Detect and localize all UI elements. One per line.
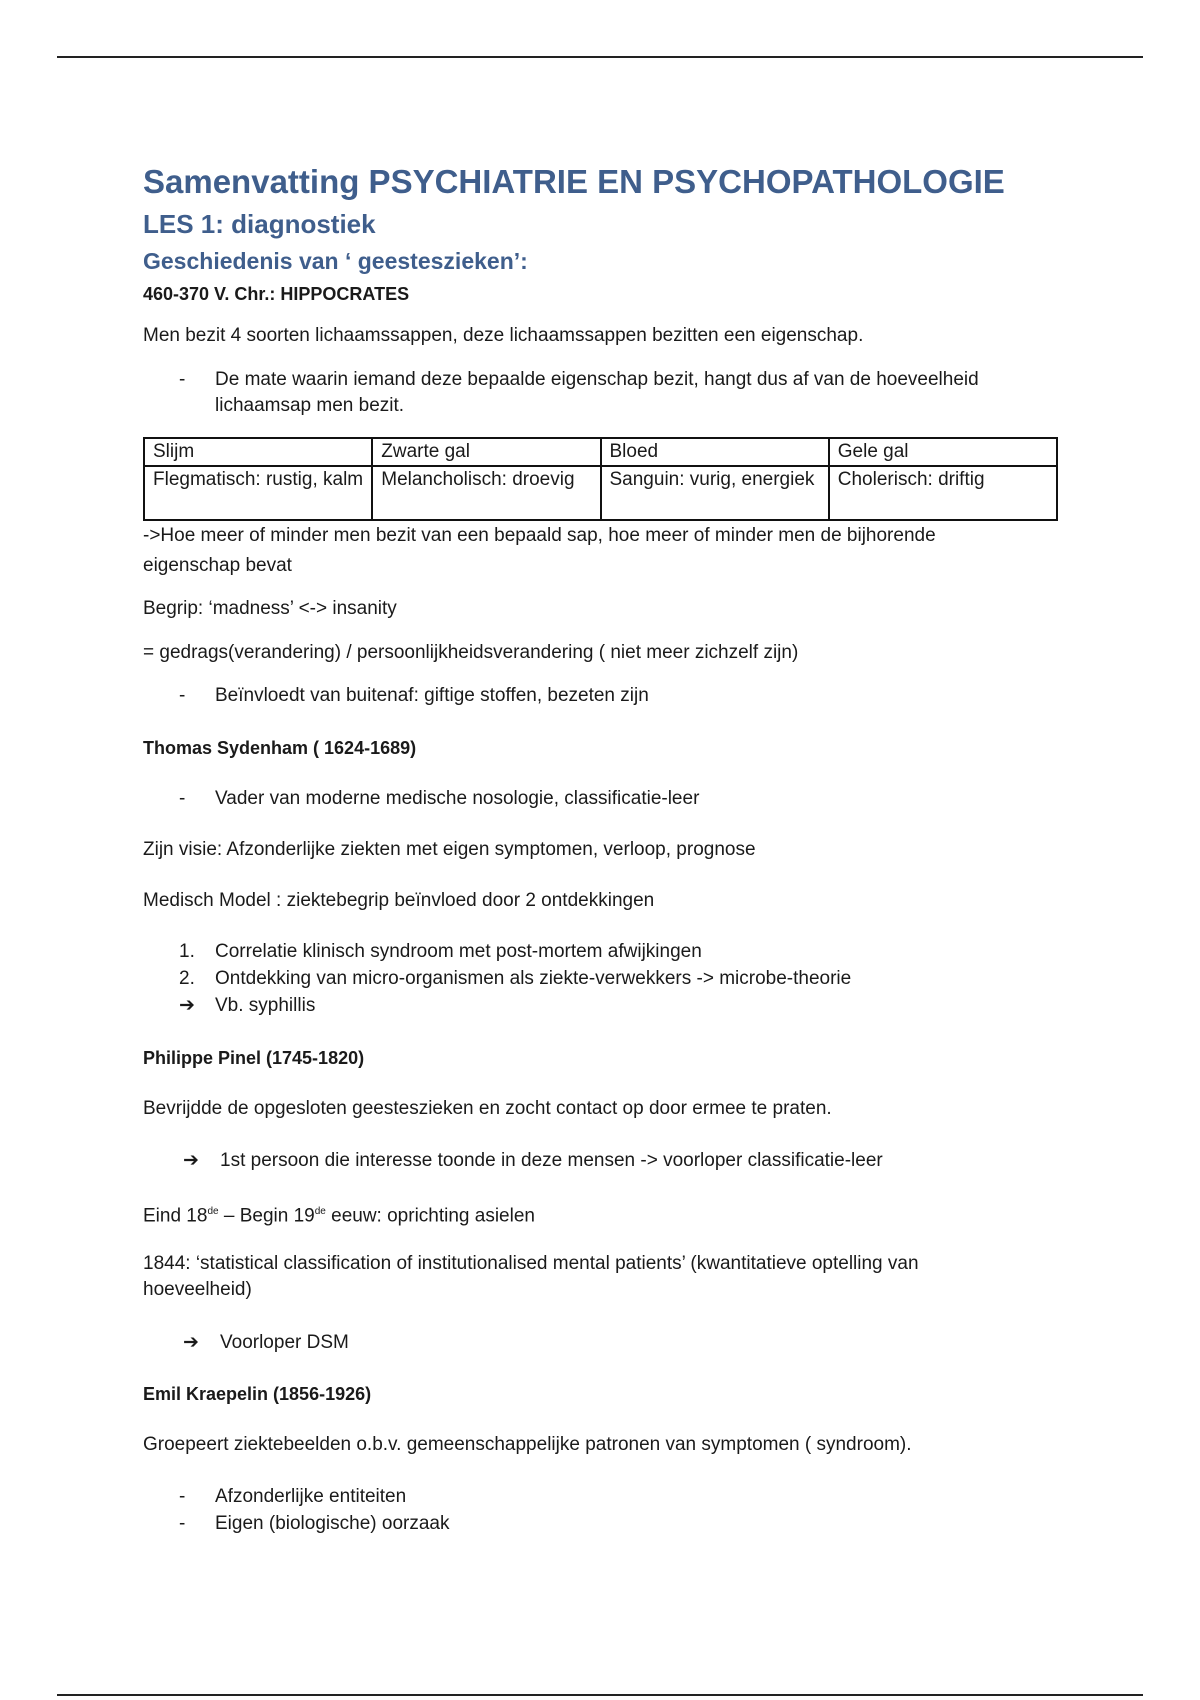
section-heading: Geschiedenis van ‘ geesteszieken’: [143,248,528,274]
table-cell: Sanguin: vurig, energiek [601,466,829,520]
kraepelin-text: Groepeert ziektebeelden o.b.v. gemeenschappelijke patronen van symptomen ( syndroom). [143,1434,912,1455]
year-1844-text: 1844: ‘statistical classification of institutionalised mental patients’ (kwantitatieve optelling van hoeveelheid) [143,1253,919,1300]
bullet-item [143,683,1058,709]
arrow-item [143,1330,1058,1356]
sydenham-heading: Thomas Sydenham ( 1624-1689) [143,738,417,758]
arrow-text: Vb. syphillis [215,995,316,1016]
era-text [143,1199,535,1229]
arrow-text: Voorloper DSM [220,1332,349,1353]
dash-marker: - [179,685,186,706]
era-part: – Begin 19 [218,1205,315,1227]
era-superscript: de [207,1206,219,1217]
table-cell: Melancholisch: droevig [372,466,600,520]
begrip-text: Begrip: ‘madness’ <-> insanity [143,598,397,619]
dash-marker: - [179,369,186,390]
bullet-text: Beïnvloedt van buitenaf: giftige stoffen, bezeten zijn [215,685,649,706]
bullet-item [143,786,1058,812]
dash-marker: - [179,1486,186,1507]
numbered-text: Correlatie klinisch syndroom met post-mortem afwijkingen [215,941,702,962]
hippocrates-intro: Men bezit 4 soorten lichaamssappen, deze lichaamssappen bezitten een eigenschap. [143,325,864,346]
arrow-item [143,1148,1058,1174]
bullet-item [143,367,1058,419]
arrow-icon: ➔ [183,1150,199,1171]
document-title: Samenvatting PSYCHIATRIE EN PSYCHOPATHOLOGIE [143,163,1005,200]
humors-table [143,437,1058,521]
lesson-heading: LES 1: diagnostiek [143,209,376,239]
era-part: Eind 18 [143,1205,208,1227]
number-marker: 1. [179,941,195,962]
arrow-text: 1st persoon die interesse toonde in deze mensen -> voorloper classificatie-leer [220,1150,883,1171]
dash-marker: - [179,1513,186,1534]
numbered-text: Ontdekking van micro-organismen als ziekte-verwekkers -> microbe-theorie [215,968,852,989]
era-part: eeuw: oprichting asielen [325,1205,535,1227]
bullet-item [143,1484,1058,1510]
model-text: Medisch Model : ziektebegrip beïnvloed door 2 ontdekkingen [143,890,655,911]
footer-rule [57,1694,1143,1696]
numbered-item [143,939,1058,965]
table-header-cell: Zwarte gal [372,438,600,466]
header-rule [57,56,1143,58]
pinel-heading: Philippe Pinel (1745-1820) [143,1048,365,1068]
bullet-text: Eigen (biologische) oorzaak [215,1513,450,1534]
table-cell: Cholerisch: driftig [829,466,1057,520]
table-header-row [144,438,1057,466]
bullet-text: Vader van moderne medische nosologie, classificatie-leer [215,788,700,809]
definition-text: = gedrags(verandering) / persoonlijkheidsverandering ( niet meer zichzelf zijn) [143,642,799,663]
arrow-icon: ➔ [183,1332,199,1353]
bullet-text: De mate waarin iemand deze bepaalde eigenschap bezit, hangt dus af van de hoeveelheid lichaamsap men bezit. [215,369,979,416]
table-header-cell: Gele gal [829,438,1057,466]
table-row [144,466,1057,520]
vision-text: Zijn visie: Afzonderlijke ziekten met eigen symptomen, verloop, prognose [143,839,756,860]
table-header-cell: Bloed [601,438,829,466]
era-superscript: de [314,1206,326,1217]
table-cell: Flegmatisch: rustig, kalm [144,466,372,520]
arrow-icon: ➔ [179,995,195,1016]
kraepelin-heading: Emil Kraepelin (1856-1926) [143,1384,372,1404]
numbered-item [143,966,1058,992]
after-table-text: ->Hoe meer of minder men bezit van een bepaald sap, hoe meer of minder men de bijhorende eigenschap bevat [143,525,936,576]
number-marker: 2. [179,968,195,989]
hippocrates-heading: 460-370 V. Chr.: HIPPOCRATES [143,284,410,304]
pinel-text: Bevrijdde de opgesloten geesteszieken en zocht contact op door ermee te praten. [143,1098,832,1119]
table-header-cell: Slijm [144,438,372,466]
arrow-item [143,993,1058,1019]
bullet-item [143,1511,1058,1537]
bullet-text: Afzonderlijke entiteiten [215,1486,407,1507]
dash-marker: - [179,788,186,809]
